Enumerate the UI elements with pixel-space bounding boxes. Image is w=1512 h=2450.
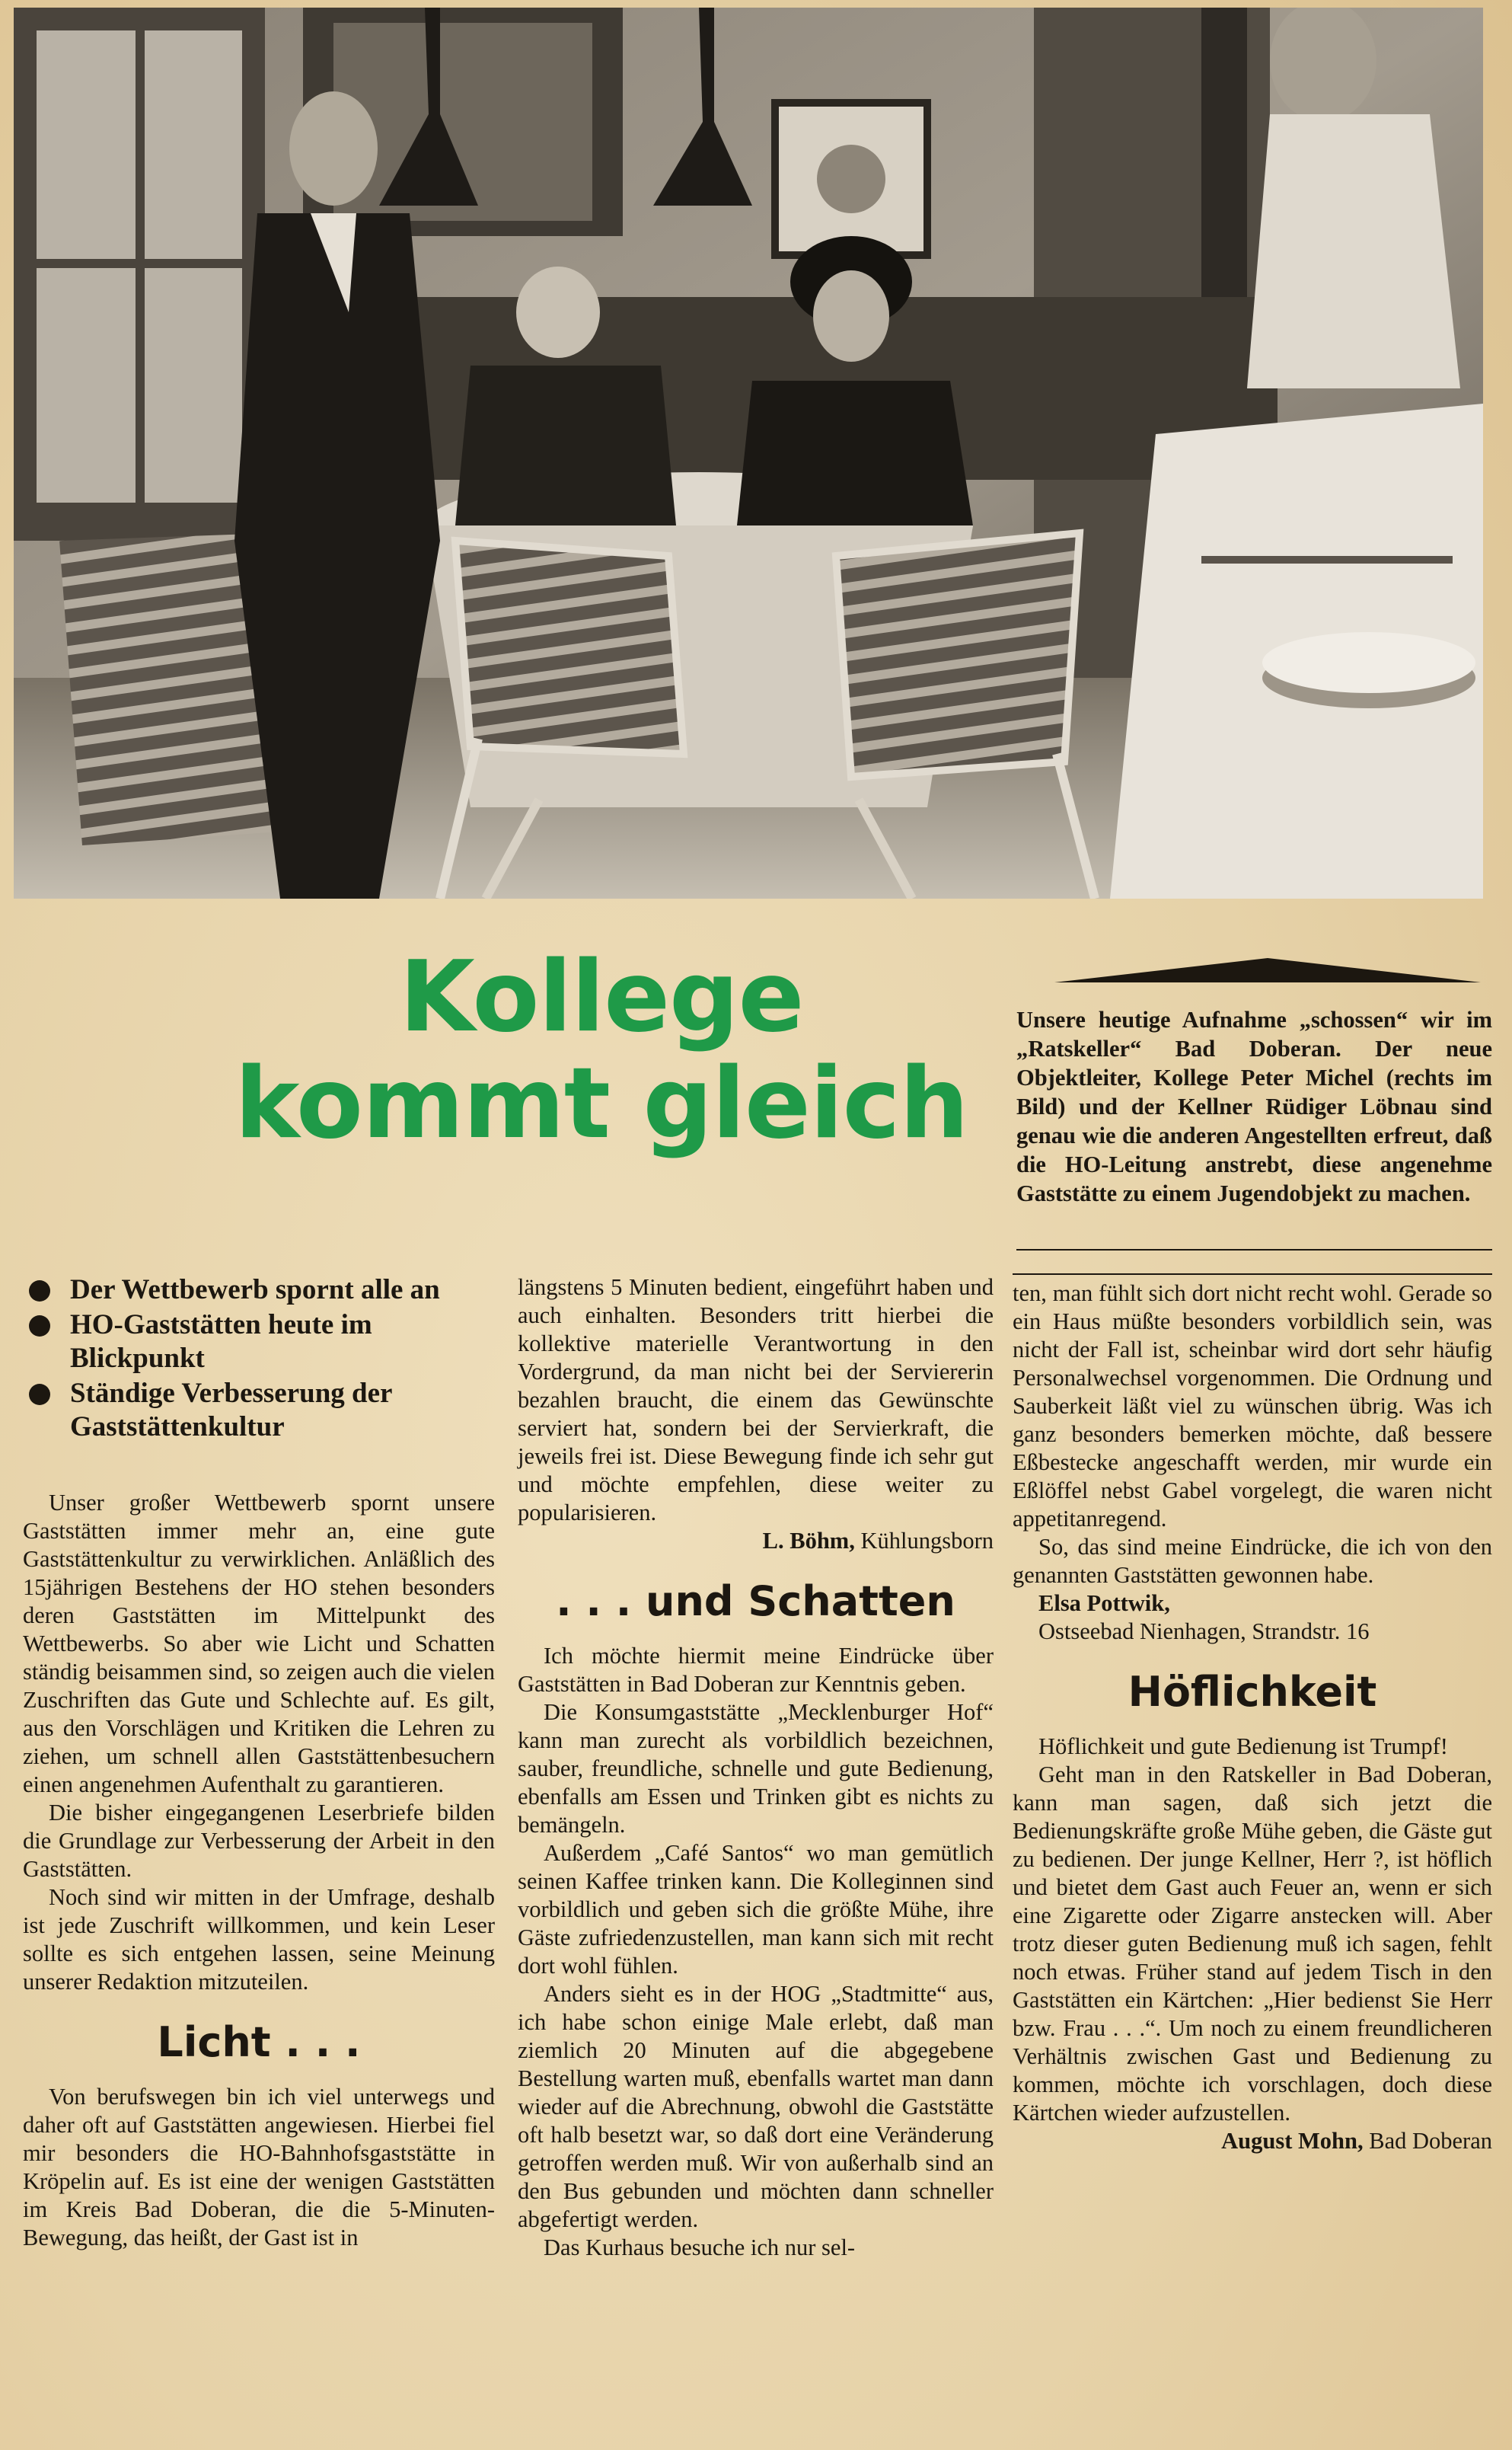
hoeflichkeit-paragraph: Höflichkeit und gute Bedienung ist Trumpf!	[1038, 1733, 1448, 1759]
licht-continuation: längstens 5 Minuten bedient, eingeführt haben und auch einhalten. Besonders tritt hierbei die kollektive materielle Verantwortung in den Vordergrund, da man nicht bei der Serviererin bezahlen braucht, die einem das Gewünschte serviert hat, sondern bei der Servierkraft, die jeweils frei ist. Diese Bewegung finde ich sehr gut und möchte empfehlen, diese weiter zu popularisieren.	[518, 1274, 994, 1525]
author-place: Bad Doberan	[1369, 2128, 1492, 2154]
bullet-text: Ständige Verbesserung der Gaststättenkultur	[70, 1378, 392, 1442]
section-title-licht: Licht . . .	[157, 2018, 361, 2066]
bullet-item	[23, 1377, 510, 1444]
schatten-paragraph: Außerdem „Café Santos“ wo man gemütlich seinen Kaffee trinken kann. Die Kolleginnen sind vorbildlich und geben sich die größte Mühe, ihre Gäste zufriedenzustellen, man kann sich mit recht dort wohl fühlen.	[518, 1840, 994, 1979]
photo-caption: Unsere heutige Aufnahme „schossen“ wir im „Ratskeller“ Bad Doberan. Der neue Objektleiter, Kollege Peter Michel (rechts im Bild) und der Kellner Rüdiger Löbnau sind genau wie die anderen Angestellten erfreut, daß die HO-Leitung anstrebt, diese angenehme Gaststätte zu einem Jugendobjekt zu machen.	[1016, 1007, 1492, 1206]
headline-line-2: kommt gleich	[234, 1047, 968, 1161]
licht-paragraph: Von berufswegen bin ich viel unterwegs und daher oft auf Gaststätten angewiesen. Hierbei fiel mir besonders die HO-Bahnhofsgaststätte in Kröpelin auf. Es ist eine der wenigen Gaststätten im Kreis Bad Doberan, die die 5-Minuten-Bewegung, das heißt, der Gast ist in	[23, 2084, 495, 2250]
intro-paragraph: Die bisher eingegangenen Leserbriefe bilden die Grundlage zur Verbesserung der Arbeit in den Gaststätten.	[23, 1800, 495, 1882]
subheading-bullets	[23, 1273, 510, 1445]
bullet-dot	[29, 1315, 50, 1337]
author-name: August Mohn,	[1221, 2128, 1364, 2154]
schatten-paragraph: Die Konsumgaststätte „Mecklenburger Hof“ kann man zurecht als vorbildlich bezeichnen, sauber, freundliche, schnelle und gute Bedienung, ebenfalls am Essen und Trinken gibt es nichts zu bemängeln.	[518, 1699, 994, 1838]
intro-paragraph: Noch sind wir mitten in der Umfrage, deshalb ist jede Zuschrift willkommen, und kein Leser sollte es sich entgehen lassen, seine Meinung unserer Redaktion mitzuteilen.	[23, 1884, 495, 1995]
intro-paragraph: Unser großer Wettbewerb spornt unsere Gaststätten immer mehr an, eine gute Gaststättenkultur zu verwirklichen. Anläßlich des 15jährigen Bestehens der HO stehen besonders deren Gaststätten im Mittelpunkt des Wettbewerbs. So aber wie Licht und Schatten ständig beisammen sind, so zeigen auch die vielen Zuschriften das Gute und Schlechte auf. Es gilt, aus den Vorschlägen und Kritiken die Lehren zu ziehen, um schnell allen Gaststättenbesuchern einen angenehmen Aufenthalt zu garantieren.	[23, 1490, 495, 1797]
author-name: Elsa Pottwik,	[1038, 1590, 1170, 1616]
bullet-text: HO-Gaststätten heute im Blickpunkt	[70, 1309, 372, 1374]
schatten-paragraph: Anders sieht es in der HOG „Stadtmitte“ aus, ich habe schon einige Male erlebt, daß man ziemlich 20 Minuten auf die abgegebene Bestellung warten muß, ebenfalls wartet man dann wieder auf die Abrechnung, obwohl die Gaststätte oft halb besetzt war, so daß dort eine Veränderung getroffen werden muß. Wir von außerhalb sind an den Bus gebunden und möchten dann schneller abgefertigt werden.	[518, 1981, 994, 2232]
bullet-dot	[29, 1384, 50, 1405]
bullet-item	[23, 1308, 510, 1375]
section-title-hoeflichkeit: Höflichkeit	[1128, 1668, 1377, 1716]
restaurant-photo	[14, 8, 1483, 899]
headline-line-1: Kollege	[399, 941, 804, 1054]
bullet-text: Der Wettbewerb spornt alle an	[70, 1274, 440, 1305]
hoeflichkeit-signature	[1013, 2127, 1492, 2155]
hoeflichkeit-paragraph: Geht man in den Ratskeller in Bad Doberan, kann man sagen, daß sich jetzt die Bedienungskräfte große Mühe geben, die Gäste gut zu bedienen. Der junge Kellner, Herr ?, ist höflich und bietet dem Gast auch Feuer an, wenn er sich eine Zigarette oder Zigarre anstecken will. Aber trotz dieser guten Bedienung muß ich sagen, fehlt noch etwas. Früher stand auf jedem Tisch in den Gaststätten ein Kärtchen: „Hier bedienst Sie Herr bzw. Frau . . .“. Um noch zu einem freundlicheren Verhältnis zwischen Gast und Bedienung zu kommen, möchte ich vorschlagen, doch diese Kärtchen wieder aufzustellen.	[1013, 1762, 1492, 2126]
section-title-schatten: . . . und Schatten	[556, 1577, 955, 1625]
licht-signature	[518, 1527, 994, 1555]
bullet-dot	[29, 1280, 50, 1302]
headline	[221, 941, 982, 1161]
author-place: Kühlungsborn	[860, 1528, 994, 1554]
column-divider	[1013, 1273, 1492, 1275]
author-name: L. Böhm,	[762, 1528, 855, 1554]
column-2	[518, 1273, 994, 2262]
schatten-continuation: ten, man fühlt sich dort nicht recht wohl. Gerade so ein Haus müßte besonders vorbildlich sein, was nicht der Fall ist, scheinbar wird dort sehr häufig Personalwechsel vorgenommen. Die Ordnung und Sauberkeit läßt viel zu wünschen übrig. Was ich ganz besonders bemerken möchte, daß bessere Eßbestecke angeschafft werden, mir wurde ein Eßlöffel nebst Gabel vorgelegt, die waren nicht appetitanregend.	[1013, 1280, 1492, 1532]
schatten-paragraph: Das Kurhaus besuche ich nur sel-	[544, 2234, 856, 2260]
schatten-closing: So, das sind meine Eindrücke, die ich von den genannten Gaststätten gewonnen habe.	[1013, 1534, 1492, 1588]
schatten-signature	[1013, 1589, 1492, 1618]
bullet-item	[23, 1273, 510, 1307]
caption-ornament	[1054, 952, 1481, 990]
caption-divider	[1016, 1249, 1492, 1251]
column-3	[1013, 1279, 1492, 2155]
schatten-paragraph: Ich möchte hiermit meine Eindrücke über Gaststätten in Bad Doberan zur Kenntnis geben.	[518, 1643, 994, 1697]
author-place: Ostseebad Nienhagen, Strandstr. 16	[1038, 1618, 1370, 1644]
column-1	[23, 1489, 495, 2252]
